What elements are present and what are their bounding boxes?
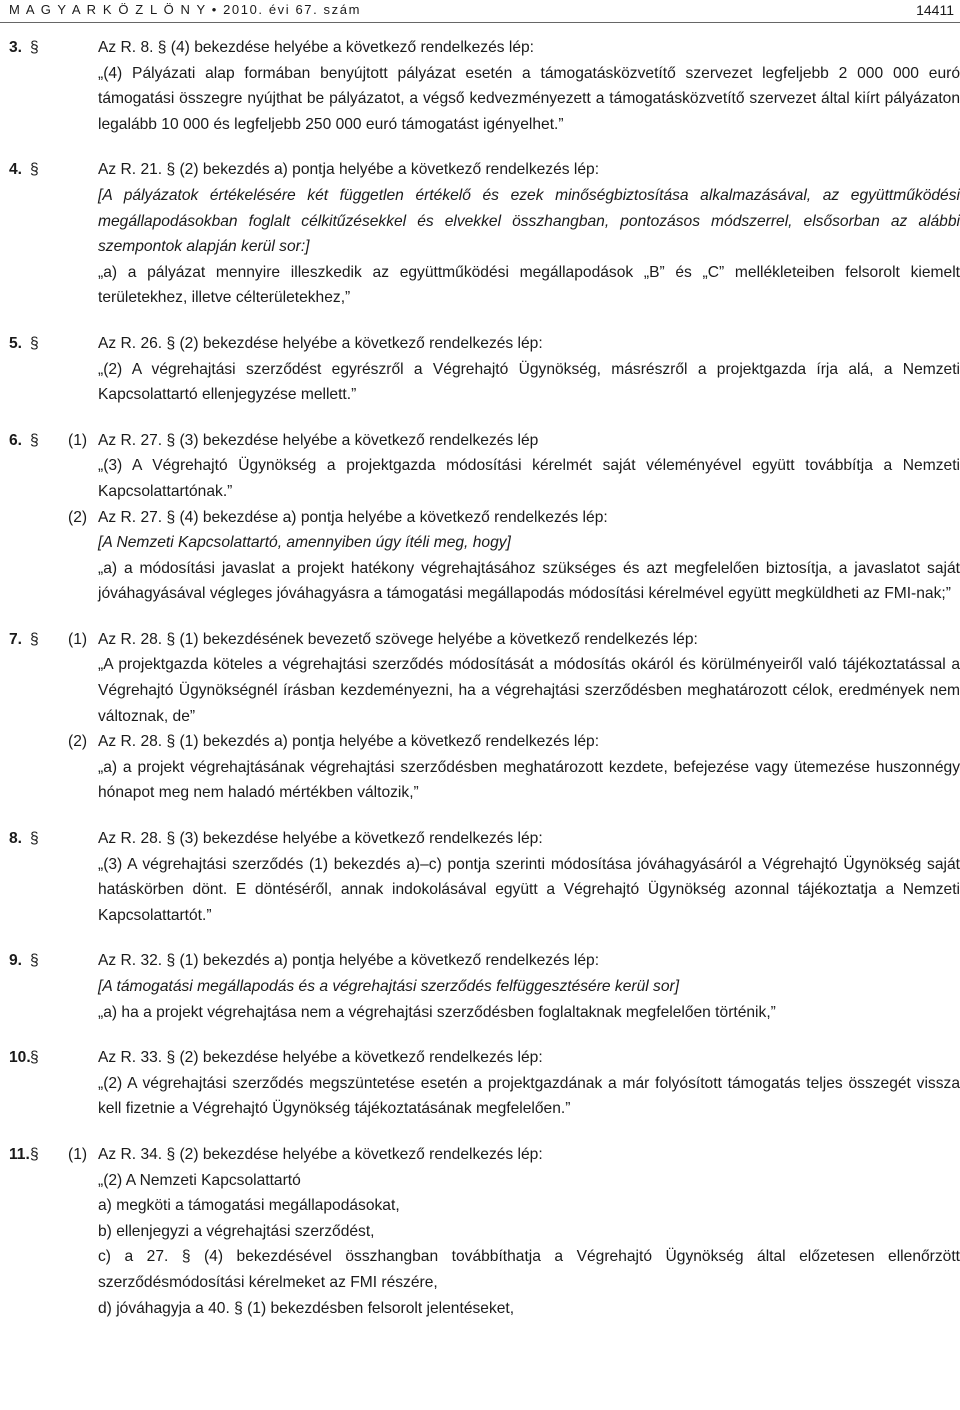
section-sign: § [30, 830, 39, 848]
paragraph-text: Az R. 28. § (1) bekezdés a) pontja helyébe a következő rendelkezés lép: [98, 733, 600, 751]
section-number: 4. [9, 161, 23, 179]
section-gap [0, 806, 960, 826]
section-item [0, 1142, 960, 1321]
section-sign: § [30, 431, 39, 449]
section-number: 10. [9, 1049, 31, 1067]
section-number: 9. [9, 952, 23, 970]
section-gap [0, 607, 960, 627]
section-gap [0, 928, 960, 948]
section-item [0, 627, 960, 729]
section-number: 6. [9, 431, 23, 449]
section-gap [0, 408, 960, 428]
subsection-number: (2) [68, 508, 88, 526]
paragraph-text: Az R. 21. § (2) bekezdés a) pontja helyébe a következő rendelkezés lép: [98, 161, 600, 179]
subsection-number: (1) [68, 431, 88, 449]
page-number: 14411 [916, 2, 954, 18]
paragraph-text: a) megköti a támogatási megállapodásokat, [98, 1197, 400, 1215]
paragraph-text: Az R. 27. § (3) bekezdése helyébe a következő rendelkezés lép [98, 431, 539, 449]
paragraph-text: b) ellenjegyzi a végrehajtási szerződést, [98, 1222, 375, 1240]
section-item [0, 826, 960, 928]
section-item [0, 1045, 960, 1122]
paragraph-text: d) jóváhagyja a 40. § (1) bekezdésben felsorolt jelentéseket, [98, 1299, 515, 1317]
paragraph-text: „(2) A végrehajtási szerződést egyrészről a Végrehajtó Ügynökség, másrészről a projektgazda írja alá, a Nemzeti Kapcsolattartó ellenjegyzése mellett.” [98, 360, 960, 404]
paragraph-text: „(2) A Nemzeti Kapcsolattartó [98, 1171, 301, 1189]
section-number: 7. [9, 630, 23, 648]
section-sign: § [30, 952, 39, 970]
section-gap [0, 311, 960, 331]
paragraph-text: Az R. 27. § (4) bekezdése a) pontja helyébe a következő rendelkezés lép: [98, 508, 608, 526]
section-item [0, 35, 960, 137]
section-item [0, 157, 960, 311]
paragraph-text: c) a 27. § (4) bekezdésével összhangban továbbíthatja a Végrehajtó Ügynökség által előzetesen ellenőrzött szerződésmódosítási kérelmeket az FMI részére, [98, 1248, 960, 1291]
section-gap [0, 1025, 960, 1045]
paragraph-text: „a) a módosítási javaslat a projekt hatékony végrehajtásához szükséges és azt megfelelően biztosítja, a javaslatot saját jóváhagyásával végleges jóváhagyásra a támogatási megállapodás módosítási kérelmével együtt megküldheti az FMI-nak;” [98, 559, 960, 603]
section-sign: § [30, 334, 39, 352]
paragraph-text: Az R. 32. § (1) bekezdés a) pontja helyébe a következő rendelkezés lép: [98, 952, 600, 970]
paragraph-text: „a) a pályázat mennyire illeszkedik az együttműködési megállapodások „B” és „C” mellékleteiben felsorolt kiemelt területekhez, illetve célterületekhez,” [98, 263, 960, 307]
section-item [0, 331, 960, 408]
paragraph-text: Az R. 34. § (2) bekezdése helyébe a következő rendelkezés lép: [98, 1145, 543, 1163]
section-sign: § [30, 161, 39, 179]
paragraph-text: „(4) Pályázati alap formában benyújtott pályázat esetén a támogatásközvetítő szervezet legfeljebb 2 000 000 euró támogatási összegre nyújthat be pályázatot, a végső kedvezményezett a támogatásközvetítő szervezet által kiírt pályázaton legalább 10 000 és legfeljebb 250 000 euró támogatást igényelhet.” [98, 64, 960, 133]
journal-title: M A G Y A R K Ö Z L Ö N Y • 2010. évi 67. szám [9, 2, 362, 17]
paragraph-text: Az R. 26. § (2) bekezdése helyébe a következő rendelkezés lép: [98, 334, 543, 352]
section-number: 8. [9, 830, 23, 848]
header-rule [0, 22, 960, 23]
section-item [0, 428, 960, 505]
subsection-number: (1) [68, 630, 88, 648]
section-number: 5. [9, 334, 23, 352]
section-gap [0, 1122, 960, 1142]
section-item [0, 948, 960, 1025]
section-sign: § [30, 1049, 39, 1067]
section-number: 3. [9, 39, 23, 56]
paragraph-text: „(3) A Végrehajtó Ügynökség a projektgazda módosítási kérelmét saját véleményével együtt továbbítja a Nemzeti Kapcsolattartónak.” [98, 457, 960, 500]
bracketed-text: [A pályázatok értékelésére két független értékelő és ezek minőségbiztosítása alkalmazásával, az együttműködési megállapodásokban foglalt célkitűzésekkel és elvekkel összhangban, pontozásos módszerrel, elsősorban az alábbi szempontok alapján kerül sor:] [98, 186, 960, 256]
paragraph-text: „a) a projekt végrehajtásának végrehajtási szerződésben meghatározott kezdete, befejezése vagy ütemezése huszonnégy hónapot meg nem haladó mértékben változik,” [98, 758, 960, 802]
section-item [0, 505, 960, 607]
bracketed-text: [A támogatási megállapodás és a végrehajtási szerződés felfüggesztésére kerül sor] [98, 978, 680, 995]
section-sign: § [30, 1145, 39, 1163]
section-sign: § [30, 630, 39, 648]
section-item [0, 729, 960, 806]
subsection-number: (2) [68, 733, 88, 751]
paragraph-text: „(2) A végrehajtási szerződés megszüntetése esetén a projektgazdának a már folyósított támogatás teljes összegét vissza kell fizetnie a Végrehajtó Ügynökség tájékoztatásának megfelelően.” [98, 1074, 960, 1118]
bracketed-text: [A Nemzeti Kapcsolattartó, amennyiben úgy ítéli meg, hogy] [98, 534, 511, 552]
paragraph-text: Az R. 8. § (4) bekezdése helyébe a következő rendelkezés lép: [98, 39, 535, 56]
paragraph-text: Az R. 28. § (3) bekezdése helyébe a következő rendelkezés lép: [98, 830, 543, 848]
paragraph-text: Az R. 28. § (1) bekezdésének bevezető szövege helyébe a következő rendelkezés lép: [98, 630, 698, 648]
page-header [0, 0, 960, 22]
section-gap [0, 137, 960, 157]
paragraph-text: Az R. 33. § (2) bekezdése helyébe a következő rendelkezés lép: [98, 1049, 543, 1067]
paragraph-text: „(3) A végrehajtási szerződés (1) bekezdés a)–c) pontja szerinti módosítása jóváhagyásáról a Végrehajtó Ügynökség saját hatáskörben dönt. E döntéséről, annak indokolásával együtt a Végrehajtó Ügynökség azonnal tájékoztatja a Nemzeti Kapcsolattartót.” [98, 855, 960, 924]
subsection-number: (1) [68, 1145, 88, 1163]
paragraph-text: „A projektgazda köteles a végrehajtási szerződés módosítását a módosítás okáról és körülményeiről való tájékoztatással a Végrehajtó Ügynökségnél írásban kezdeményezni, ha a végrehajtási szerződésben meghatározott célok, eredmények nem változnak, de” [98, 656, 960, 725]
document-body [0, 35, 960, 1321]
paragraph-text: „a) ha a projekt végrehajtása nem a végrehajtási szerződésben foglaltaknak megfelelően történik,” [98, 1003, 776, 1021]
section-sign: § [30, 39, 39, 56]
section-number: 11. [9, 1145, 30, 1163]
